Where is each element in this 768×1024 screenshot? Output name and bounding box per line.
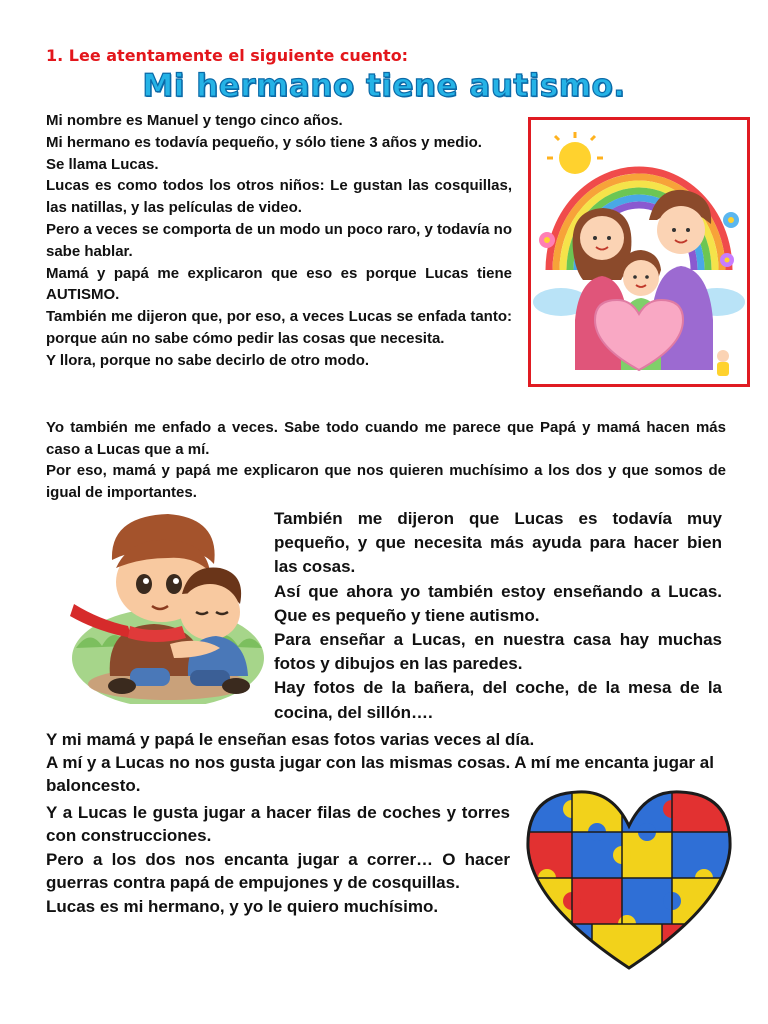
paragraph: Hay fotos de la bañera, del coche, de la mesa de la cocina, del sillón…. (274, 678, 722, 722)
story-block-1 (46, 110, 512, 372)
hug-drawing (70, 508, 266, 704)
paragraph: Por eso, mamá y papá me explicaron que nos quieren muchísimo a los dos y que somos de igual de importantes. (46, 462, 726, 501)
paragraph: Y llora, porque no sabe decirlo de otro modo. (46, 351, 370, 369)
story-title: Mi hermano tiene autismo. (142, 68, 626, 104)
paragraph: Mamá y papá me explicaron que eso es porque Lucas tiene AUTISMO. (46, 264, 512, 304)
paragraph: Pero a veces se comporta de un modo un poco raro, y todavía no sabe hablar. (46, 220, 512, 260)
paragraph: Se llama Lucas. (46, 155, 159, 173)
paragraph: También me dijeron que, por eso, a veces Lucas se enfada tanto: porque aún no sabe cómo pedir las cosas que necesita. (46, 308, 512, 347)
story-block-3 (274, 507, 722, 725)
story-block-5 (46, 801, 510, 918)
paragraph: Lucas es como todos los otros niños: Le gustan las cosquillas, las natillas, y las películas de video. (46, 177, 512, 217)
paragraph: Para enseñar a Lucas, en nuestra casa hay muchas fotos y dibujos en las paredes. (274, 630, 722, 674)
paragraph: Yo también me enfado a veces. Sabe todo cuando me parece que Papá y mamá hacen más caso a Lucas que a mí. (46, 419, 726, 458)
paragraph: Y a Lucas le gusta jugar a hacer filas de coches y torres con construcciones. (46, 803, 510, 846)
paragraph: Lucas es mi hermano, y yo le quiero muchísimo. (46, 896, 439, 916)
story-block-2 (46, 417, 726, 503)
paragraph: Mi hermano es todavía pequeño, y sólo tiene 3 años y medio. (46, 133, 482, 151)
family-illustration (528, 117, 750, 387)
instruction-heading: 1. Lee atentamente el siguiente cuento: (46, 46, 409, 65)
puzzle-heart-icon (522, 786, 736, 972)
paragraph: Y mi mamá y papá le enseñan esas fotos varias veces al día. (46, 730, 535, 749)
brothers-hug-illustration (70, 508, 266, 704)
sun-icon (559, 142, 591, 174)
paragraph: Mi nombre es Manuel y tengo cinco años. (46, 112, 343, 129)
paragraph: Así que ahora yo también estoy enseñando a Lucas. Que es pequeño y tiene autismo. (274, 581, 722, 625)
paragraph: Pero a los dos nos encanta jugar a correr… O hacer guerras contra papá de empujones y de cosquillas. (46, 849, 510, 893)
puzzle-heart-illustration (522, 786, 736, 972)
paragraph: También me dijeron que Lucas es todavía muy pequeño, y que necesita más ayuda para hacer bien las cosas. (274, 509, 722, 577)
family-drawing (531, 120, 747, 384)
paragraph: A mí y a Lucas no nos gusta jugar con las mismas cosas. A mí me encanta jugar al baloncesto. (46, 753, 714, 795)
